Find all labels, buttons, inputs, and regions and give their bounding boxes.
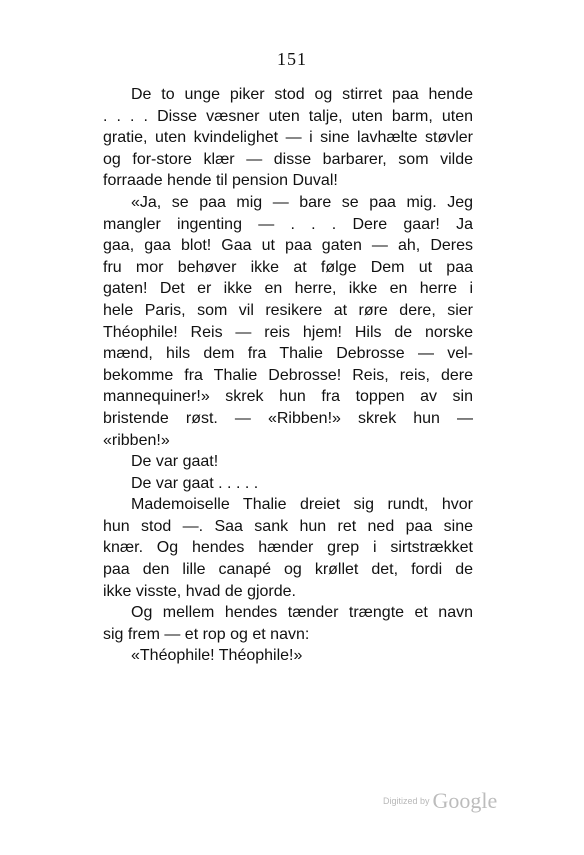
text-line: gaa, gaa blot! Gaa ut paa gaten — ah, Deres — [103, 237, 473, 255]
text-line: . . . . Disse væsner uten talje, uten barm, uten — [103, 107, 473, 125]
text-line: og for-store klær — disse barbarer, som vilde — [103, 150, 473, 168]
text-line: hele Paris, som vil resikere at røre dere, sier — [103, 301, 473, 319]
text-line: sig frem — et rop og et navn: — [103, 625, 310, 643]
text-line: Og mellem hendes tænder trængte et navn — [131, 604, 473, 622]
text-line: De var gaat . . . . . — [131, 474, 259, 492]
text-line: forraade hende til pension Duval! — [103, 172, 338, 190]
text-line: gaten! Det er ikke en herre, ikke en herre i — [103, 280, 473, 298]
text-line: paa den lille canapé og krøllet det, fordi de — [103, 561, 473, 579]
text-line: Mademoiselle Thalie dreiet sig rundt, hvor — [131, 496, 473, 514]
text-line: «Ja, se paa mig — bare se paa mig. Jeg — [131, 193, 473, 211]
text-line: «Théophile! Théophile!» — [131, 647, 303, 665]
google-logo: Google — [432, 788, 498, 813]
watermark-prefix: Digitized by — [383, 796, 430, 806]
text-line: bristende røst. — «Ribben!» skrek hun — — [103, 409, 473, 427]
page-number: 151 — [277, 49, 307, 69]
digitized-by-google-watermark — [383, 788, 503, 818]
text-line: bekomme fra Thalie Debrosse! Reis, reis, dere — [103, 366, 473, 384]
text-line: Théophile! Reis — reis hjem! Hils de norske — [103, 323, 473, 341]
text-line: hun stod —. Saa sank hun ret ned paa sine — [103, 517, 473, 535]
body-text — [103, 84, 473, 667]
text-line: De var gaat! — [131, 453, 219, 471]
text-line: fru mor behøver ikke at følge Dem ut paa — [103, 258, 473, 276]
text-line: De to unge piker stod og stirret paa hende — [131, 86, 473, 103]
text-line: mangler ingenting — . . . Dere gaar! Ja — [103, 215, 473, 233]
text-line: knær. Og hendes hænder grep i sirtstrækket — [103, 539, 473, 557]
text-line: mænd, hils dem fra Thalie Debrosse — vel- — [103, 345, 473, 363]
text-line: ikke visste, hvad de gjorde. — [103, 582, 296, 600]
text-line: gratie, uten kvindelighet — i sine lavhælte støvler — [103, 129, 473, 147]
text-line: «ribben!» — [103, 431, 170, 449]
text-line: mannequiner!» skrek hun fra toppen av sin — [103, 388, 473, 406]
